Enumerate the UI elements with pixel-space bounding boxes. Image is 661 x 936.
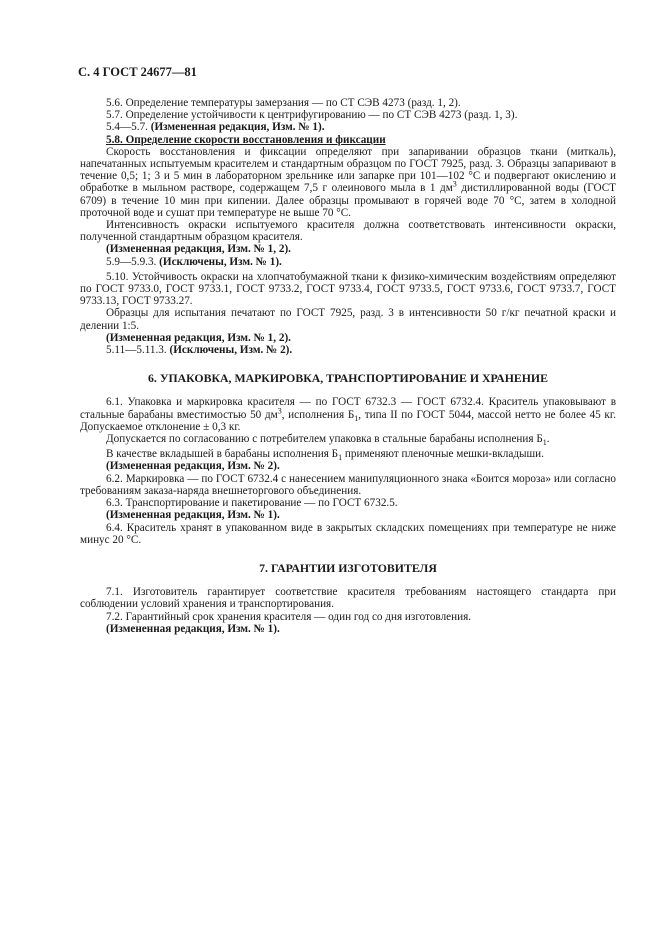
- superscript: 3: [452, 179, 457, 189]
- clause-5-4-5-7-note: [80, 121, 616, 133]
- clause-5-8-text-main: Скорость восстановления и фиксации определяют при запаривании образцов ткани (миткаль), напечатанных испытуемым красителем и стандартным образцом по ГОСТ 7925, разд. 3. Образцы запаривают в течение 0,5; 1; 3 и 5 мин в лабораторном зрельнике или запарке при 101—102 °С и подвергают окислению и обработке в мыльном растворе, содержащем 7,5 г олеинового мыла в 1 дм: [80, 145, 616, 195]
- liners-text-b: применяют пленочные мешки-вкладыши.: [342, 448, 544, 461]
- clause-5-11-excluded: [80, 344, 616, 356]
- liners-text-a: В качестве вкладышей в барабаны исполнения Б: [106, 448, 339, 461]
- clause-ref: 5.4—5.7.: [106, 121, 151, 134]
- clause-5-8-title: 5.8. Определение скорости восстановления и фиксации: [106, 133, 386, 146]
- clause-5-10: 5.10. Устойчивость окраски на хлопчатобумажной ткани к физико-химическим воздействиям определяют по ГОСТ 9733.0, ГОСТ 9733.1, ГОСТ 9733.2, ГОСТ 9733.4, ГОСТ 9733.5, ГОСТ 9733.6, ГОСТ 9733.7, ГОСТ 9733.13, ГОСТ 9733.27.: [80, 270, 616, 308]
- amendment-note: (Измененная редакция, Изм. № 1, 2).: [106, 331, 291, 344]
- section-6-heading: 6. УПАКОВКА, МАРКИРОВКА, ТРАНСПОРТИРОВАНИЕ И ХРАНЕНИЕ: [148, 371, 548, 386]
- clause-6-1-text-c: , типа II по ГОСТ 5044, массой нетто не более 45 кг. Допускаемое отклонение ± 0,3 кг.: [80, 408, 616, 433]
- clause-5-9-excluded: [80, 256, 616, 268]
- page-header: С. 4 ГОСТ 24677—81: [78, 65, 197, 79]
- amendment-note: (Измененная редакция, Изм. № 1).: [150, 121, 325, 134]
- amendment-note: (Измененная редакция, Изм. № 2).: [106, 460, 280, 473]
- samples-paragraph: Образцы для испытания печатают по ГОСТ 7925, разд. 3 в интенсивности 50 г/кг печатной краски и делении 1:5.: [80, 307, 616, 332]
- subscript: 1: [354, 413, 359, 423]
- clause-5-7: 5.7. Определение устойчивости к центрифугированию — по СТ СЭВ 4273 (разд. 1, 3).: [106, 109, 518, 122]
- clause-ref: 5.11—5.11.3.: [106, 344, 170, 357]
- excluded-note: (Исключены, Изм. № 1).: [159, 255, 282, 268]
- clause-6-1: [80, 396, 616, 433]
- amendment-note: (Измененная редакция, Изм. № 1).: [106, 509, 280, 522]
- subscript: 1: [338, 453, 343, 463]
- clause-5-8-text: [80, 146, 616, 219]
- intensity-paragraph: Интенсивность окраски испытуемого красителя должна соответствовать интенсивности окраски, полученной стандартным образцом красителя.: [80, 219, 616, 244]
- clause-6-1-text-b: , исполнения Б: [281, 408, 355, 421]
- clause-7-2: 7.2. Гарантийный срок хранения красителя — один год со дня изготовления.: [106, 610, 472, 623]
- packaging-allowed-text: Допускается по согласованию с потребителем упаковка в стальные барабаны исполнения Б: [106, 433, 543, 446]
- packaging-allowed-end: .: [546, 433, 550, 446]
- packaging-allowed: [80, 433, 616, 448]
- liners-paragraph: [80, 448, 616, 463]
- subscript: 1: [542, 438, 547, 448]
- clause-6-2: 6.2. Маркировка — по ГОСТ 6732.4 с нанесением манипуляционного знака «Боится мороза» или согласно требованиям заказа-наряда внешнеторгового объединения.: [80, 472, 616, 497]
- section-7-heading: 7. ГАРАНТИИ ИЗГОТОВИТЕЛЯ: [259, 560, 437, 575]
- clause-5-6: 5.6. Определение температуры замерзания — по СТ СЭВ 4273 (разд. 1, 2).: [106, 97, 461, 109]
- clause-7-1: 7.1. Изготовитель гарантирует соответствие красителя требованиям настоящего стандарта при соблюдении условий хранения и транспортирования.: [80, 586, 616, 611]
- clause-6-1-text-a: 6.1. Упаковка и маркировка красителя — по ГОСТ 6732.3 — ГОСТ 6732.4. Краситель упаковывают в стальные барабаны вместимостью 50 дм: [80, 396, 616, 421]
- superscript: 3: [277, 405, 282, 415]
- clause-6-3: 6.3. Транспортирование и пакетирование — по ГОСТ 6732.5.: [106, 497, 398, 510]
- amendment-note: (Измененная редакция, Изм. № 1).: [106, 622, 280, 635]
- clause-6-4: 6.4. Краситель хранят в упакованном виде в закрытых складских помещениях при температуре не ниже минус 20 °С.: [80, 521, 616, 546]
- amendment-note: (Измененная редакция, Изм. № 1, 2).: [106, 243, 291, 256]
- document-body: [80, 97, 616, 635]
- excluded-note: (Исключены, Изм. № 2).: [169, 344, 293, 357]
- clause-ref: 5.9—5.9.3.: [106, 255, 160, 268]
- clause-5-8-text-tail: дистиллированной воды (ГОСТ 6709) в течение 10 мин при кипении. Далее образцы промывают в горячей воде 70 °С, затем в холодной проточной воде и сушат при температуре не выше 70 °С.: [80, 182, 616, 219]
